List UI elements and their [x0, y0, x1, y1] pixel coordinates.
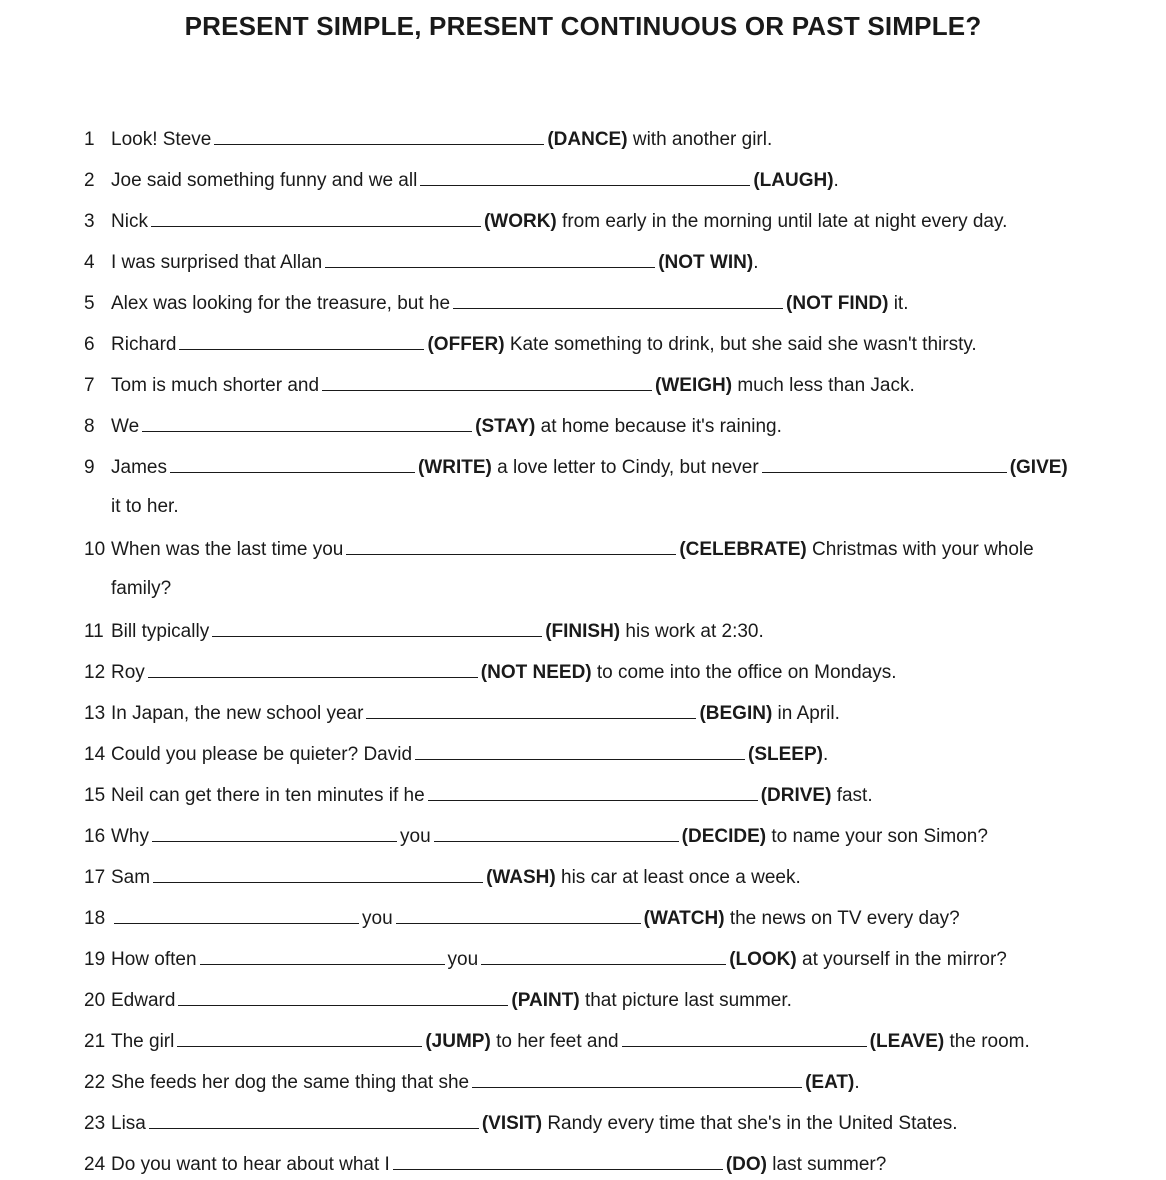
item-text-after: the news on TV every day?	[729, 908, 960, 929]
exercise-item	[84, 1107, 958, 1137]
item-number: 18	[84, 908, 106, 929]
item-text-after: last summer?	[772, 1154, 887, 1175]
item-text-before: Neil can get there in ten minutes if he	[111, 785, 425, 806]
item-text-before: Edward	[111, 990, 176, 1011]
item-number: 6	[84, 334, 95, 355]
exercise-item	[84, 369, 915, 399]
exercise-item	[84, 451, 1068, 481]
item-text-before: Alex was looking for the treasure, but he	[111, 293, 451, 314]
item-number: 22	[84, 1072, 106, 1093]
verb-hint: (WORK)	[483, 211, 557, 232]
item-text-after: Kate something to drink, but she said she wasn't thirsty.	[509, 334, 977, 355]
item-number: 3	[84, 211, 95, 232]
item-text-before: In Japan, the new school year	[111, 703, 364, 724]
answer-blank[interactable]	[153, 861, 483, 883]
verb-hint: (WEIGH)	[655, 375, 733, 396]
item-text-before: Why	[111, 826, 149, 847]
item-text-after: to her feet and	[496, 1031, 619, 1052]
exercise-item	[84, 123, 772, 153]
item-number: 12	[84, 662, 106, 683]
answer-blank[interactable]	[622, 1025, 867, 1047]
verb-hint: (LEAVE)	[869, 1031, 945, 1052]
item-number: 24	[84, 1154, 106, 1175]
item-number: 2	[84, 170, 95, 191]
exercise-item	[84, 533, 1034, 563]
item-number: 1	[84, 129, 95, 150]
exercise-item	[84, 1025, 1030, 1055]
exercise-item	[84, 1148, 886, 1178]
item-text-before: I was surprised that Allan	[111, 252, 323, 273]
item-text-before: When was the last time you	[111, 539, 344, 560]
answer-blank[interactable]	[114, 902, 359, 924]
item-number: 15	[84, 785, 106, 806]
item-text-after: at yourself in the mirror?	[802, 949, 1007, 970]
answer-blank[interactable]	[170, 451, 415, 473]
item-text-before: Joe said something funny and we all	[111, 170, 418, 191]
item-text-before: How often	[111, 949, 197, 970]
item-number: 14	[84, 744, 106, 765]
exercise-item	[84, 164, 839, 194]
verb-hint: (GIVE)	[1009, 457, 1068, 478]
item-text-after: that picture last summer.	[584, 990, 792, 1011]
item-text-after: fast.	[836, 785, 873, 806]
verb-hint: (DANCE)	[547, 129, 628, 150]
answer-blank[interactable]	[214, 123, 544, 145]
item-text-before: Do you want to hear about what I	[111, 1154, 390, 1175]
item-text-before: The girl	[111, 1031, 175, 1052]
item-text-after: Christmas with your whole	[811, 539, 1034, 560]
item-text-after: his car at least once a week.	[561, 867, 801, 888]
answer-blank[interactable]	[434, 820, 679, 842]
answer-blank[interactable]	[393, 1148, 723, 1170]
item-text-before: Tom is much shorter and	[111, 375, 320, 396]
item-text-after: .	[753, 252, 759, 273]
verb-hint: (PAINT)	[511, 990, 580, 1011]
item-text-after: in April.	[777, 703, 840, 724]
exercise-item	[84, 328, 977, 358]
exercise-item	[84, 738, 828, 768]
answer-blank[interactable]	[366, 697, 696, 719]
item-continuation: family?	[111, 578, 172, 599]
item-text-after: much less than Jack.	[737, 375, 915, 396]
answer-blank[interactable]	[148, 656, 478, 678]
exercise-item	[84, 410, 782, 440]
exercise-item	[84, 779, 873, 809]
verb-hint: (NOT WIN)	[658, 252, 754, 273]
verb-hint: (DRIVE)	[760, 785, 832, 806]
item-text-after: to name your son Simon?	[771, 826, 988, 847]
answer-blank[interactable]	[325, 246, 655, 268]
item-number: 8	[84, 416, 95, 437]
item-text-before: Lisa	[111, 1113, 146, 1134]
answer-blank[interactable]	[149, 1107, 479, 1129]
verb-hint: (DO)	[725, 1154, 767, 1175]
item-continuation: it to her.	[111, 496, 179, 517]
item-text-mid: you	[447, 949, 479, 970]
answer-blank[interactable]	[396, 902, 641, 924]
exercise-item	[84, 1066, 860, 1096]
item-text-before: Look! Steve	[111, 129, 212, 150]
answer-blank[interactable]	[179, 328, 424, 350]
exercise-item	[84, 205, 1007, 235]
item-text-mid: you	[400, 826, 431, 847]
verb-hint: (SLEEP)	[748, 744, 823, 765]
item-text-before: Sam	[111, 867, 151, 888]
answer-blank[interactable]	[178, 984, 508, 1006]
item-text-before: Richard	[111, 334, 177, 355]
item-number: 9	[84, 457, 95, 478]
item-number: 10	[84, 539, 106, 560]
verb-hint: (DECIDE)	[681, 826, 767, 847]
item-text-after: .	[822, 744, 829, 765]
exercise-item	[84, 902, 960, 932]
answer-blank[interactable]	[428, 779, 758, 801]
answer-blank[interactable]	[142, 410, 472, 432]
verb-hint: (VISIT)	[481, 1113, 543, 1134]
exercise-item	[84, 615, 764, 645]
exercise-item	[84, 246, 758, 276]
item-number: 21	[84, 1031, 106, 1052]
item-number: 19	[84, 949, 106, 970]
verb-hint: (WRITE)	[417, 457, 492, 478]
item-text-before: We	[111, 416, 140, 437]
item-number: 17	[84, 867, 106, 888]
item-text-after: his work at 2:30.	[625, 621, 764, 642]
exercise-item	[84, 861, 801, 891]
item-text-after: at home because it's raining.	[540, 416, 782, 437]
verb-hint: (JUMP)	[425, 1031, 491, 1052]
verb-hint: (EAT)	[805, 1072, 855, 1093]
verb-hint: (NOT NEED)	[480, 662, 592, 683]
verb-hint: (WASH)	[486, 867, 556, 888]
verb-hint: (BEGIN)	[699, 703, 773, 724]
verb-hint: (LAUGH)	[753, 170, 834, 191]
item-number: 5	[84, 293, 95, 314]
answer-blank[interactable]	[200, 943, 445, 965]
answer-blank[interactable]	[346, 533, 676, 555]
item-number: 20	[84, 990, 106, 1011]
item-number: 4	[84, 252, 95, 273]
exercise-item	[84, 943, 1007, 973]
verb-hint: (STAY)	[475, 416, 536, 437]
item-text-after: .	[833, 170, 839, 191]
item-text-before: Bill typically	[111, 621, 210, 642]
item-number: 11	[84, 621, 104, 642]
item-text-after: Randy every time that she's in the United States.	[547, 1113, 958, 1134]
exercise-item	[84, 287, 908, 317]
item-number: 23	[84, 1113, 106, 1134]
item-text-after: from early in the morning until late at night every day.	[562, 211, 1008, 232]
answer-blank[interactable]	[415, 738, 745, 760]
item-number: 7	[84, 375, 95, 396]
answer-blank[interactable]	[152, 820, 397, 842]
item-text-after: .	[854, 1072, 860, 1093]
answer-blank[interactable]	[481, 943, 726, 965]
verb-hint: (WATCH)	[643, 908, 725, 929]
item-text-after: a love letter to Cindy, but never	[497, 457, 759, 478]
answer-blank[interactable]	[151, 205, 481, 227]
item-text-before: Could you please be quieter? David	[111, 744, 413, 765]
answer-blank[interactable]	[212, 615, 542, 637]
verb-hint: (FINISH)	[545, 621, 621, 642]
answer-blank[interactable]	[453, 287, 783, 309]
item-text-after: it.	[893, 293, 909, 314]
item-text-before: She feeds her dog the same thing that she	[111, 1072, 470, 1093]
verb-hint: (OFFER)	[427, 334, 505, 355]
exercise-item	[84, 697, 840, 727]
answer-blank[interactable]	[177, 1025, 422, 1047]
verb-hint: (LOOK)	[729, 949, 797, 970]
item-text-mid: you	[362, 908, 393, 929]
item-number: 13	[84, 703, 106, 724]
verb-hint: (NOT FIND)	[786, 293, 889, 314]
exercise-item	[84, 820, 988, 850]
item-number: 16	[84, 826, 106, 847]
item-text-after: with another girl.	[632, 129, 773, 150]
answer-blank[interactable]	[420, 164, 750, 186]
answer-blank[interactable]	[472, 1066, 802, 1088]
exercise-item	[84, 656, 897, 686]
item-text-after: the room.	[949, 1031, 1030, 1052]
worksheet-title: PRESENT SIMPLE, PRESENT CONTINUOUS OR PAST SIMPLE?	[184, 11, 982, 41]
answer-blank[interactable]	[762, 451, 1007, 473]
answer-blank[interactable]	[322, 369, 652, 391]
item-text-after: to come into the office on Mondays.	[596, 662, 897, 683]
exercise-item	[84, 984, 792, 1014]
verb-hint: (CELEBRATE)	[679, 539, 807, 560]
item-text-before: James	[111, 457, 167, 478]
item-text-before: Nick	[111, 211, 148, 232]
item-text-before: Roy	[111, 662, 145, 683]
